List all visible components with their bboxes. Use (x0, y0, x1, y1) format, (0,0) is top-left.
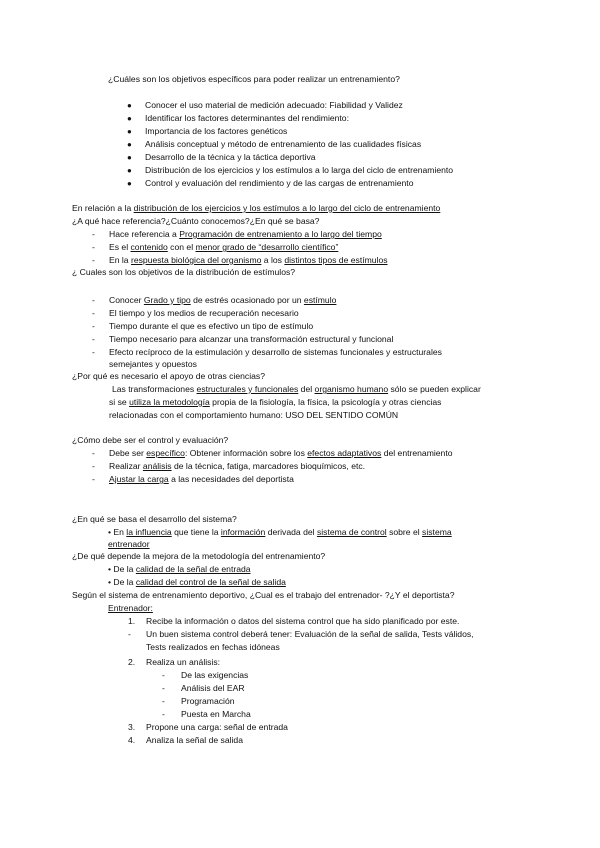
item-text: con el (167, 242, 196, 252)
item-underlined: calidad de la señal de entrada (135, 564, 251, 574)
list-item: Análisis conceptual y método de entrenamiento de las cualidades físicas (145, 139, 422, 149)
bullet-icon: ● (127, 140, 132, 149)
list-item (109, 461, 365, 472)
numbered-item: Recibe la información o datos del sistema control que ha sido planificado por este. (146, 616, 460, 626)
list-item (109, 448, 453, 459)
bullet-icon: ● (127, 127, 132, 136)
list-item (109, 255, 388, 266)
dash-marker: - (162, 696, 165, 706)
question-system: ¿En qué se basa el desarrollo del sistema? (72, 514, 237, 524)
item-text: • De la (108, 577, 136, 587)
bullet-icon: ● (127, 179, 132, 188)
question-coach-role: Según el sistema de entrenamiento deportivo, ¿Cual es el trabajo del entrenador- ?¿Y el deportista? (72, 590, 455, 600)
item-underlined: respuesta biológica del organismo (130, 255, 262, 265)
subheading-coach: Entrenador: (108, 603, 153, 613)
para-underlined: utiliza la metodología (129, 397, 210, 407)
nested-item: De las exigencias (181, 670, 249, 680)
numbered-item: Realiza un análisis: (146, 657, 221, 667)
item-text: de estrés ocasionado por un (190, 295, 304, 305)
list-item (109, 229, 382, 240)
list-item: Control y evaluación del rendimiento y de las cargas de entrenamiento (145, 178, 414, 188)
list-item: Identificar los factores determinantes del rendimiento: (145, 113, 349, 123)
para-underlined: organismo humano (314, 384, 389, 394)
number-marker: 2. (128, 657, 136, 667)
item-text: En la (109, 255, 131, 265)
bullet-icon: ● (127, 153, 132, 162)
dash-marker: - (92, 229, 95, 239)
item-text: Debe ser (109, 448, 147, 458)
item-underlined: la influencia (126, 527, 172, 537)
list-item (108, 577, 286, 588)
list-item: Distribución de los ejercicios y los estímulos a lo larga del ciclo de entrenamiento (145, 165, 454, 175)
item-underlined: sistema (422, 527, 452, 537)
dash-marker: - (92, 255, 95, 265)
list-item: Desarrollo de la técnica y la táctica deportiva (145, 152, 316, 162)
item-underlined: específico (146, 448, 185, 458)
heading-underlined: distribución de los ejercicios y los estímulos a lo largo del ciclo de entrenamiento (133, 203, 441, 213)
item-underlined: distintos tipos de estímulos (284, 255, 388, 265)
item-text: Hace referencia a (109, 229, 180, 239)
item-text: • En (108, 527, 127, 537)
heading-text: En relación a la (72, 203, 134, 213)
item-underlined: efectos adaptativos (307, 448, 382, 458)
numbered-subitem-continuation: Tests realizados en fechas idóneas (146, 642, 280, 652)
list-item: Importancia de los factores genéticos (145, 126, 288, 136)
dash-marker: - (92, 308, 95, 318)
item-text: sobre el (386, 527, 423, 537)
item-text: • De la (108, 564, 136, 574)
numbered-item: Propone una carga: señal de entrada (146, 722, 288, 732)
dash-marker: - (128, 629, 131, 639)
para-text: propia de la fisiología, la física, la psicología y otras ciencias (209, 397, 442, 407)
list-item-continuation (108, 539, 150, 550)
number-marker: 1. (128, 616, 136, 626)
numbered-subitem: Un buen sistema control deberá tener: Evaluación de la señal de salida, Tests válidos, (146, 629, 474, 639)
item-text: derivada del (265, 527, 317, 537)
dash-marker: - (92, 461, 95, 471)
nested-item: Análisis del EAR (181, 683, 245, 693)
item-text: que tiene la (171, 527, 221, 537)
list-item (109, 242, 338, 253)
number-marker: 4. (128, 735, 136, 745)
bullet-icon: ● (127, 114, 132, 123)
item-underlined: Ajustar la carga (109, 474, 169, 484)
para-text: Las transformaciones (112, 384, 197, 394)
item-underlined: Grado y tipo (143, 295, 191, 305)
item-underlined: entrenador (108, 539, 150, 549)
item-underlined: contenido (130, 242, 168, 252)
para-text: si se (109, 397, 130, 407)
dash-marker: - (162, 683, 165, 693)
item-underlined: estímulo (303, 295, 337, 305)
nested-item: Puesta en Marcha (181, 709, 251, 719)
list-item (109, 295, 336, 306)
item-underlined: Programación de entrenamiento a lo largo del tiempo (179, 229, 382, 239)
dash-marker: - (92, 321, 95, 331)
item-underlined: menor grado de “desarrollo científico” (195, 242, 339, 252)
list-item: Tiempo durante el que es efectivo un tipo de estímulo (109, 321, 314, 331)
list-item (108, 564, 251, 575)
numbered-item: Analiza la señal de salida (146, 735, 243, 745)
list-item: Efecto recíproco de la estimulación y desarrollo de sistemas funcionales y estructurales (109, 347, 442, 357)
bullet-icon: ● (127, 166, 132, 175)
dash-marker: - (92, 347, 95, 357)
dash-marker: - (92, 295, 95, 305)
item-text: a los (261, 255, 285, 265)
dash-marker: - (92, 474, 95, 484)
dash-marker: - (92, 242, 95, 252)
question-distribution: ¿ Cuales son los objetivos de la distribución de estímulos? (72, 267, 296, 277)
section-heading (72, 203, 440, 214)
list-item: Tiempo necesario para alcanzar una transformación estructural y funcional (109, 334, 394, 344)
nested-item: Programación (181, 696, 235, 706)
list-item (108, 527, 452, 538)
item-underlined: calidad del control de la señal de salida (135, 577, 286, 587)
item-text: Es el (109, 242, 131, 252)
bullet-icon: ● (127, 101, 132, 110)
list-item-continuation: semejantes y opuestos (109, 359, 197, 369)
question-objectives: ¿Cuáles son los objetivos específicos para poder realizar un entrenamiento? (108, 74, 400, 84)
dash-marker: - (92, 334, 95, 344)
list-item: Conocer el uso material de medición adecuado: Fiabilidad y Validez (145, 100, 403, 110)
number-marker: 3. (128, 722, 136, 732)
item-text: : Obtener información sobre los (184, 448, 308, 458)
item-text: Realizar (109, 461, 143, 471)
list-item: El tiempo y los medios de recuperación necesario (109, 308, 299, 318)
dash-marker: - (162, 709, 165, 719)
paragraph-line (112, 384, 481, 395)
item-text: de la técnica, fatiga, marcadores bioquímicos, etc. (171, 461, 366, 471)
paragraph-line: relacionadas con el comportamiento humano: USO DEL SENTIDO COMÚN (109, 410, 399, 420)
question-sciences: ¿Por qué es necesario el apoyo de otras ciencias? (72, 371, 265, 381)
item-text: Conocer (109, 295, 144, 305)
dash-marker: - (92, 448, 95, 458)
para-underlined: estructurales y funcionales (196, 384, 299, 394)
question-methodology: ¿De qué depende la mejora de la metodología del entrenamiento? (72, 551, 326, 561)
item-text: del entrenamiento (381, 448, 453, 458)
item-underlined: sistema de control (316, 527, 387, 537)
item-underlined: análisis (142, 461, 172, 471)
item-underlined: información (220, 527, 266, 537)
list-item (109, 474, 294, 485)
para-text: sólo se pueden explicar (388, 384, 481, 394)
paragraph-line (109, 397, 441, 408)
question-control: ¿Cómo debe ser el control y evaluación? (72, 435, 229, 445)
question-reference: ¿A qué hace referencia?¿Cuánto conocemos?¿En qué se basa? (72, 216, 320, 226)
item-text: a las necesidades del deportista (168, 474, 294, 484)
dash-marker: - (162, 670, 165, 680)
para-text: del (298, 384, 315, 394)
